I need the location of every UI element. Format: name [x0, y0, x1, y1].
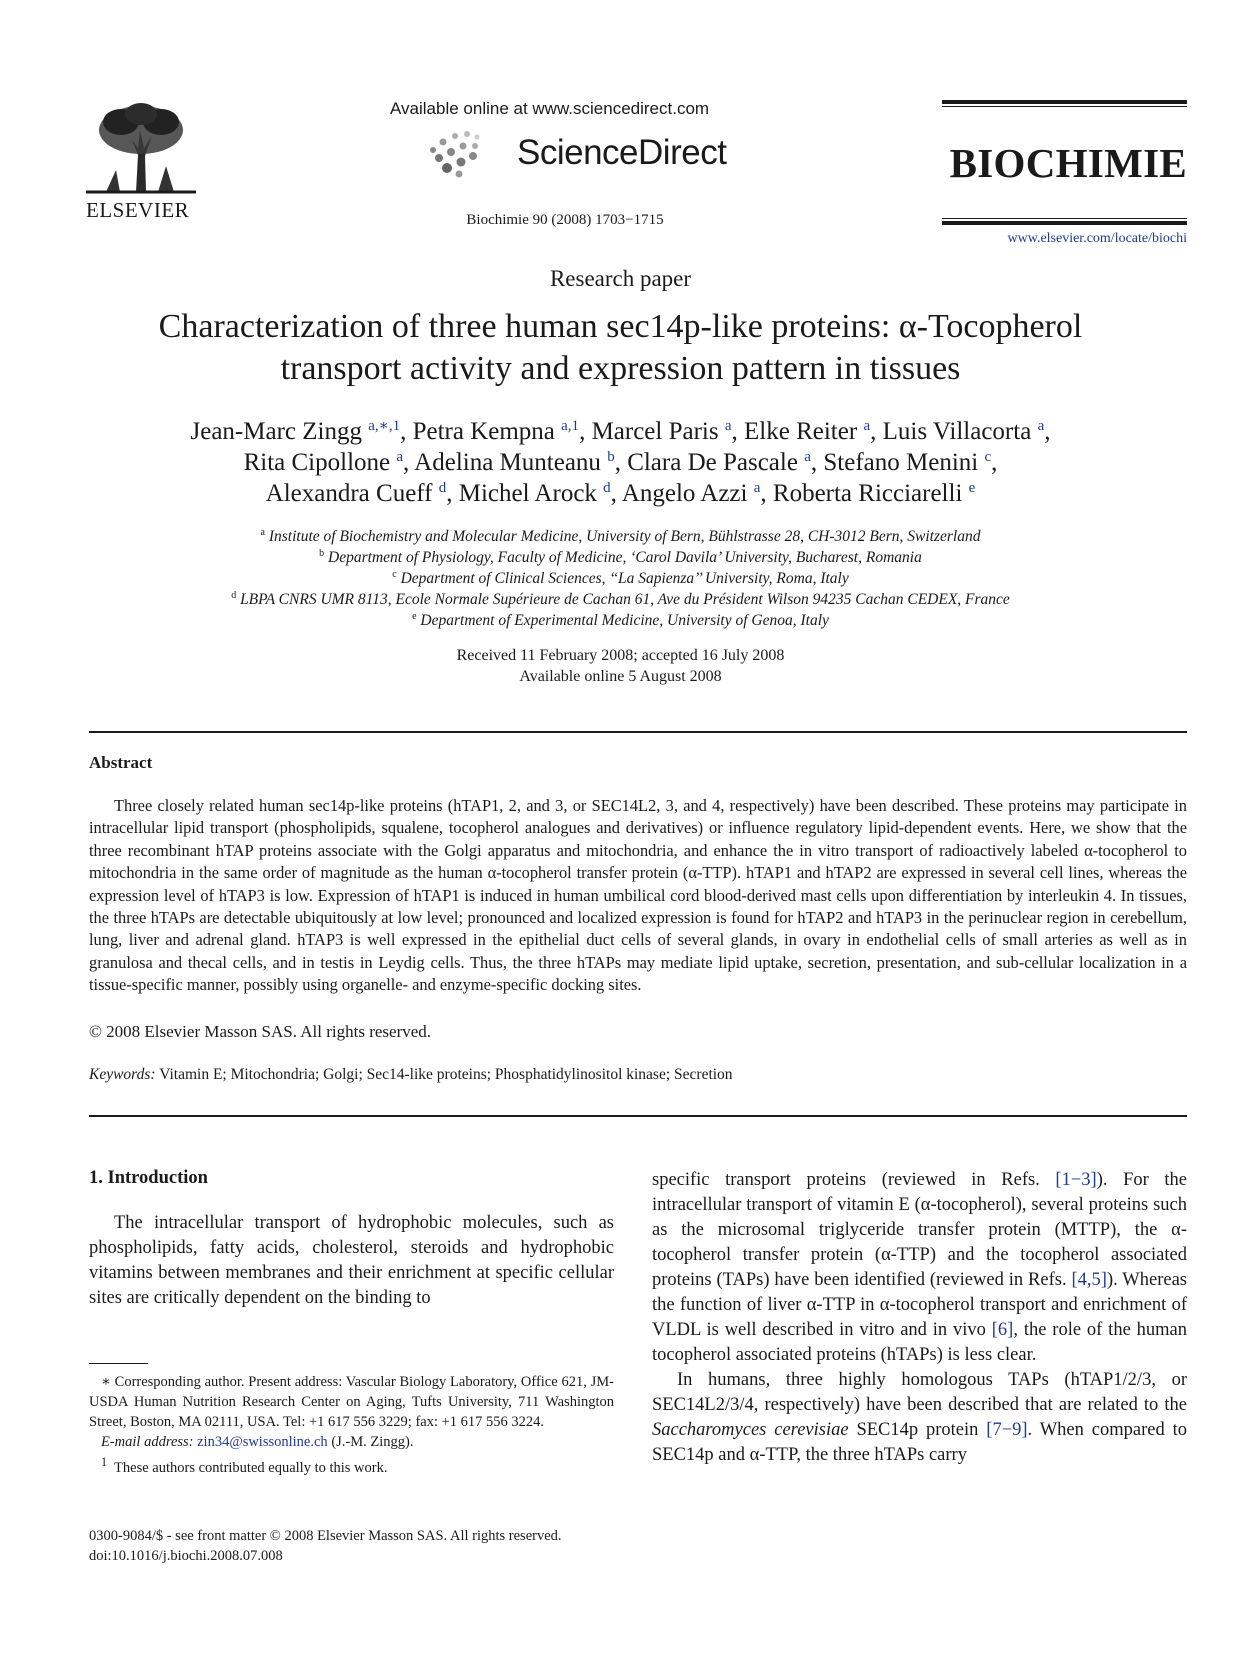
author-sep: , — [1044, 418, 1051, 445]
intro-paragraph-1: The intracellular transport of hydrophobic molecules, such as phospholipids, fatty acids, cholesterol, steroids and hydrophobic vitamins between membranes and their enrichment at specific cellular sites are critically dependent on the binding to — [89, 1213, 614, 1308]
text-run: In humans, three highly homologous TAPs (hTAP1/2/3, or SEC14L2/3/4, respectively) have been described that are related to the — [652, 1370, 1187, 1415]
reference-link[interactable]: [1−3] — [1055, 1170, 1097, 1190]
affiliation-text: Department of Experimental Medicine, University of Genoa, Italy — [420, 612, 829, 629]
elsevier-tree-icon — [86, 100, 196, 196]
online-date: Available online 5 August 2008 — [519, 668, 722, 685]
affiliation-text: LBPA CNRS UMR 8113, Ecole Normale Supérieure de Cachan 61, Ave du Président Wilson 94235 Cachan CEDEX, France — [240, 591, 1010, 608]
keywords-label: Keywords: — [89, 1066, 156, 1083]
author-sep: , — [400, 418, 413, 445]
email-label: E-mail address: — [101, 1434, 194, 1450]
doi-line[interactable]: doi:10.1016/j.biochi.2008.07.008 — [89, 1548, 283, 1564]
author-affil-sup[interactable]: a — [1037, 418, 1045, 434]
author-affil-sup[interactable]: e — [968, 480, 976, 496]
author-name[interactable]: Elke Reiter — [744, 418, 858, 445]
abstract-copyright: © 2008 Elsevier Masson SAS. All rights reserved. — [89, 1022, 432, 1041]
author-sep: , — [731, 418, 745, 445]
divider-bottom — [89, 1115, 1187, 1117]
affiliation-text: Institute of Biochemistry and Molecular Medicine, University of Bern, Bühlstrasse 28, CH-3012 Bern, Switzerland — [268, 528, 981, 545]
author-line-1 — [60, 416, 1181, 447]
author-name[interactable]: Alexandra Cueff — [265, 480, 433, 507]
author-name[interactable]: Stefano Menini — [823, 449, 979, 476]
paper-title — [60, 306, 1181, 390]
author-sep: , — [991, 449, 998, 476]
title-line-1: Characterization of three human sec14p-like proteins: α-Tocopherol — [158, 308, 1083, 345]
right-column — [652, 1168, 1187, 1468]
author-affil-sup[interactable]: d — [603, 480, 611, 496]
author-affil-sup[interactable]: a,1 — [561, 418, 580, 434]
author-affil-sup[interactable]: a — [396, 449, 404, 465]
intro-paragraph-3 — [652, 1368, 1187, 1468]
text-run: specific transport proteins (reviewed in Refs. — [652, 1170, 1056, 1190]
left-column — [89, 1168, 614, 1311]
author-sep: , — [870, 418, 883, 445]
elsevier-logo — [86, 100, 206, 223]
reference-link[interactable]: [4,5] — [1071, 1270, 1107, 1290]
author-affil-sup[interactable]: d — [438, 480, 447, 496]
abstract-text: Three closely related human sec14p-like proteins (hTAP1, 2, and 3, or SEC14L2, 3, and 4, respectively) have been described. These proteins may participate in intracellular lipid transport (phospholipids, squalene, tocopherol analogues and derivatives) or influence regulatory lipid-dependent events. Here, we show that the three recombinant hTAP proteins associate with the Golgi apparatus and mitochondria, and enhance the in vitro transport of radioactively labeled α-tocopherol to mitochondria in the same order of magnitude as the human α-tocopherol transfer protein (α-TTP). hTAP1 and hTAP2 are expressed in several cell lines, whereas the expression level of hTAP3 is low. Expression of hTAP1 is induced in human umbilical cord blood-derived mast cells upon differentiation by interleukin 4. In tissues, the three hTAPs are detectable ubiquitously at low level; pronounced and localized expression is found for hTAP2 and hTAP3 in the perinuclear region in cerebellum, lung, liver and adrenal gland. hTAP3 is well expressed in the epithelial duct cells of several glands, in ovary in endothelial cells of small arteries as well as in granulosa and thecal cells, and in testis in Leydig cells. Thus, the three hTAPs may mediate lipid uptake, secretion, presentation, and sub-cellular localization in a tissue-specific manner, possibly using organelle- and enzyme-specific docking sites. — [89, 796, 1187, 995]
text-run: . When compared to SEC14p and α-TTP, the three hTAPs carry — [652, 1420, 1187, 1465]
author-affil-sup[interactable]: a — [863, 418, 871, 434]
affiliation-sup: b — [319, 548, 325, 559]
footnote-email — [89, 1432, 614, 1452]
author-name[interactable]: Rita Cipollone — [243, 449, 391, 476]
email-suffix: (J.-M. Zingg). — [327, 1434, 414, 1450]
affiliation-sup: d — [231, 590, 237, 601]
author-name[interactable]: Michel Arock — [458, 480, 597, 507]
issn-line: 0300-9084/$ - see front matter © 2008 Elsevier Masson SAS. All rights reserved. — [89, 1528, 562, 1544]
author-sep: , — [614, 449, 628, 476]
author-affil-sup[interactable]: a — [804, 449, 811, 465]
footnotes — [89, 1372, 614, 1478]
bottom-meta — [89, 1526, 562, 1566]
journal-rule-bottom — [942, 221, 1187, 225]
abstract-heading: Abstract — [89, 753, 153, 772]
text-run: , the role of the human tocopherol associated proteins (hTAPs) is less clear. — [652, 1320, 1187, 1365]
author-name[interactable]: Angelo Azzi — [621, 480, 748, 507]
author-name[interactable]: Adelina Munteanu — [414, 449, 601, 476]
author-affil-sup[interactable]: a,∗,1 — [368, 418, 401, 434]
footnote-corresponding: ∗ Corresponding author. Present address: Vascular Biology Laboratory, Office 621, JM-USDA Human Nutrition Research Center on Aging, Tufts University, 711 Washington Street, Boston, MA 02111, USA. Tel: +1 617 556 3229; fax: +1 617 556 3224. — [89, 1374, 614, 1430]
author-name[interactable]: Jean-Marc Zingg — [190, 418, 362, 445]
affiliation-item — [60, 568, 1181, 589]
affiliation-sup: e — [412, 611, 417, 622]
reference-link[interactable]: [7−9] — [986, 1420, 1028, 1440]
paper-type: Research paper — [549, 266, 692, 291]
affiliation-item — [60, 589, 1181, 610]
text-run: SEC14p protein — [848, 1420, 987, 1440]
footnote-equal-text: These authors contributed equally to this work. — [114, 1459, 388, 1476]
author-name[interactable]: Marcel Paris — [591, 418, 719, 445]
author-affil-sup[interactable]: c — [984, 449, 992, 465]
author-affil-sup[interactable]: a — [724, 418, 732, 434]
author-sep: , — [610, 480, 622, 507]
journal-rule-top-thin — [942, 106, 1187, 107]
author-sep: , — [403, 449, 415, 476]
author-list — [60, 416, 1181, 509]
affiliation-sup: c — [392, 569, 397, 580]
sciencedirect-logo — [425, 128, 726, 178]
affiliation-item — [60, 547, 1181, 568]
journal-url-link[interactable]: www.elsevier.com/locate/biochi — [1007, 231, 1187, 246]
journal-rule-bottom-thin — [942, 218, 1187, 219]
section-heading: 1. Introduction — [89, 1168, 208, 1188]
author-sep: , — [579, 418, 592, 445]
author-name[interactable]: Luis Villacorta — [882, 418, 1032, 445]
article-dates — [60, 645, 1181, 687]
affiliation-list — [60, 526, 1181, 631]
species-name: Saccharomyces cerevisiae — [652, 1420, 849, 1440]
author-affil-sup[interactable]: b — [607, 449, 615, 465]
journal-citation: Biochimie 90 (2008) 1703−1715 — [466, 212, 664, 228]
author-line-3 — [60, 478, 1181, 509]
affiliation-item — [60, 526, 1181, 547]
author-sep: , — [446, 480, 459, 507]
footnote-rule — [89, 1363, 148, 1364]
email-link[interactable]: zin34@swissonline.ch — [197, 1434, 328, 1450]
received-date: Received 11 February 2008; accepted 16 July 2008 — [456, 647, 785, 664]
available-online-text: Available online at www.sciencedirect.com — [390, 99, 710, 118]
author-sep: , — [810, 449, 824, 476]
author-sep: , — [760, 480, 773, 507]
affiliation-text: Department of Physiology, Faculty of Medicine, ‘Carol Davila’ University, Bucharest, Romania — [328, 549, 922, 566]
text-run: ). For the intracellular transport of vitamin E (α-tocopherol), several proteins such as the microsomal triglyceride transfer protein (MTTP), the α-tocopherol transfer protein (α-TTP) and the tocopherol associated proteins (TAPs) have been identified (reviewed in Refs. — [652, 1170, 1187, 1290]
affiliation-sup: a — [260, 527, 265, 538]
author-affil-sup[interactable]: a — [753, 480, 761, 496]
keywords — [89, 1066, 733, 1084]
reference-link[interactable]: [6] — [991, 1320, 1014, 1340]
divider-top — [89, 731, 1187, 733]
author-name[interactable]: Petra Kempna — [412, 418, 555, 445]
sciencedirect-wordmark: ScienceDirect — [517, 133, 727, 172]
affiliation-item — [60, 610, 1181, 631]
author-line-2 — [60, 447, 1181, 478]
journal-name: BIOCHIMIE — [949, 140, 1187, 186]
abstract-body — [89, 795, 1187, 997]
journal-rule-top — [942, 100, 1187, 104]
elsevier-wordmark: ELSEVIER — [86, 198, 190, 222]
affiliation-text: Department of Clinical Sciences, ‘‘La Sapienza’’ University, Roma, Italy — [400, 570, 849, 587]
sciencedirect-dots-icon — [425, 128, 505, 178]
keywords-text: Vitamin E; Mitochondria; Golgi; Sec14-like proteins; Phosphatidylinositol kinase; Secretion — [159, 1066, 733, 1083]
intro-paragraph-2 — [652, 1168, 1187, 1368]
author-name[interactable]: Roberta Ricciarelli — [772, 480, 963, 507]
author-name[interactable]: Clara De Pascale — [627, 449, 798, 476]
footnote-equal — [89, 1452, 614, 1478]
footnote-sup: 1 — [101, 1455, 108, 1469]
title-line-2: transport activity and expression pattern in tissues — [280, 350, 961, 387]
text-run: ). Whereas the function of liver α-TTP in α-tocopherol transport and enrichment of VLDL is well described in vitro and in vivo — [652, 1270, 1188, 1340]
